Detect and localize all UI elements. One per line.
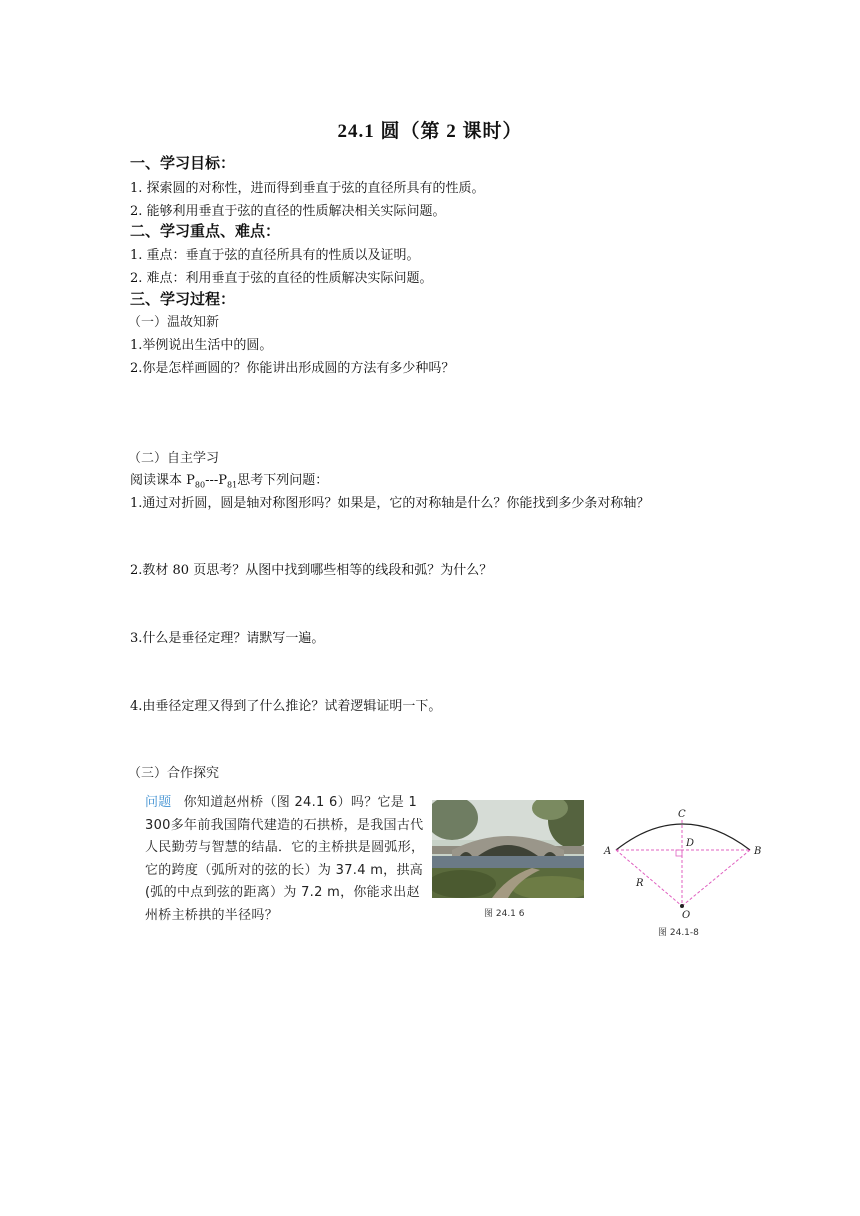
study-question: 4.由垂径定理又得到了什么推论？试着逻辑证明一下。 [130,699,442,714]
subsection-review-label: （一）温故知新 [128,315,220,330]
page-title: 24.1 圆（第 2 课时） [337,121,523,142]
review-question: 1.举例说出生活中的圆。 [130,338,273,353]
review-question: 2.你是怎样画圆的？你能讲出形成圆的方法有多少种吗？ [130,361,455,376]
reading-instruction: 阅读课本 $P_{80}---P_{81}$思考下列问题： [130,473,329,490]
key-point-item: 1. 重点：垂直于弦的直径所具有的性质以及证明。 [130,248,420,263]
subsection-cooperative-label: （三）合作探究 [128,766,220,781]
label-o: O [682,910,691,921]
bridge-problem [145,792,430,927]
objective-item: 2. 能够利用垂直于弦的直径的性质解决相关实际问题。 [130,204,446,219]
study-question: 1.通过对折圆，圆是轴对称图形吗？如果是，它的对称轴是什么？你能找到多少条对称轴？ [130,496,650,511]
section-heading-objectives: 一、学习目标： [130,154,236,172]
study-question: 3.什么是垂径定理？请默写一遍。 [130,631,325,646]
key-point-item: 2. 难点：利用垂直于弦的直径的性质解决实际问题。 [130,271,433,286]
arch-geometry-diagram [598,800,770,922]
label-a: A [604,846,612,857]
objective-item: 1. 探索圆的对称性，进而得到垂直于弦的直径所具有的性质。 [130,181,485,196]
section-heading-process: 三、学习过程： [130,290,236,308]
problem-text: 你知道赵州桥（图 24.1 6）吗？它是 1 300多年前我国隋代建造的石拱桥，是我国古代人民勤劳与智慧的结晶．它的主桥拱是圆弧形，它的跨度（弧所对的弦的长）为 37.4 m，拱高(弧的中点到弦的距离）为 7.2 m，你能求出赵州桥主桥拱的半径吗？ [145,795,425,923]
subsection-self-study-label: （二）自主学习 [128,451,220,466]
zhaozhou-bridge-photo [432,800,584,898]
diagram-caption: 图 24.1-8 [658,928,699,938]
photo-caption: 图 24.1 6 [484,909,525,919]
label-d: D [686,838,695,849]
label-c: C [678,809,686,820]
section-heading-key-points: 二、学习重点、难点： [130,222,281,240]
label-r: R [636,878,644,889]
study-question: 2.教材 80 页思考？从图中找到哪些相等的线段和弧？为什么？ [130,563,493,578]
label-b: B [754,846,762,857]
problem-keyword: 问题 [145,795,172,810]
